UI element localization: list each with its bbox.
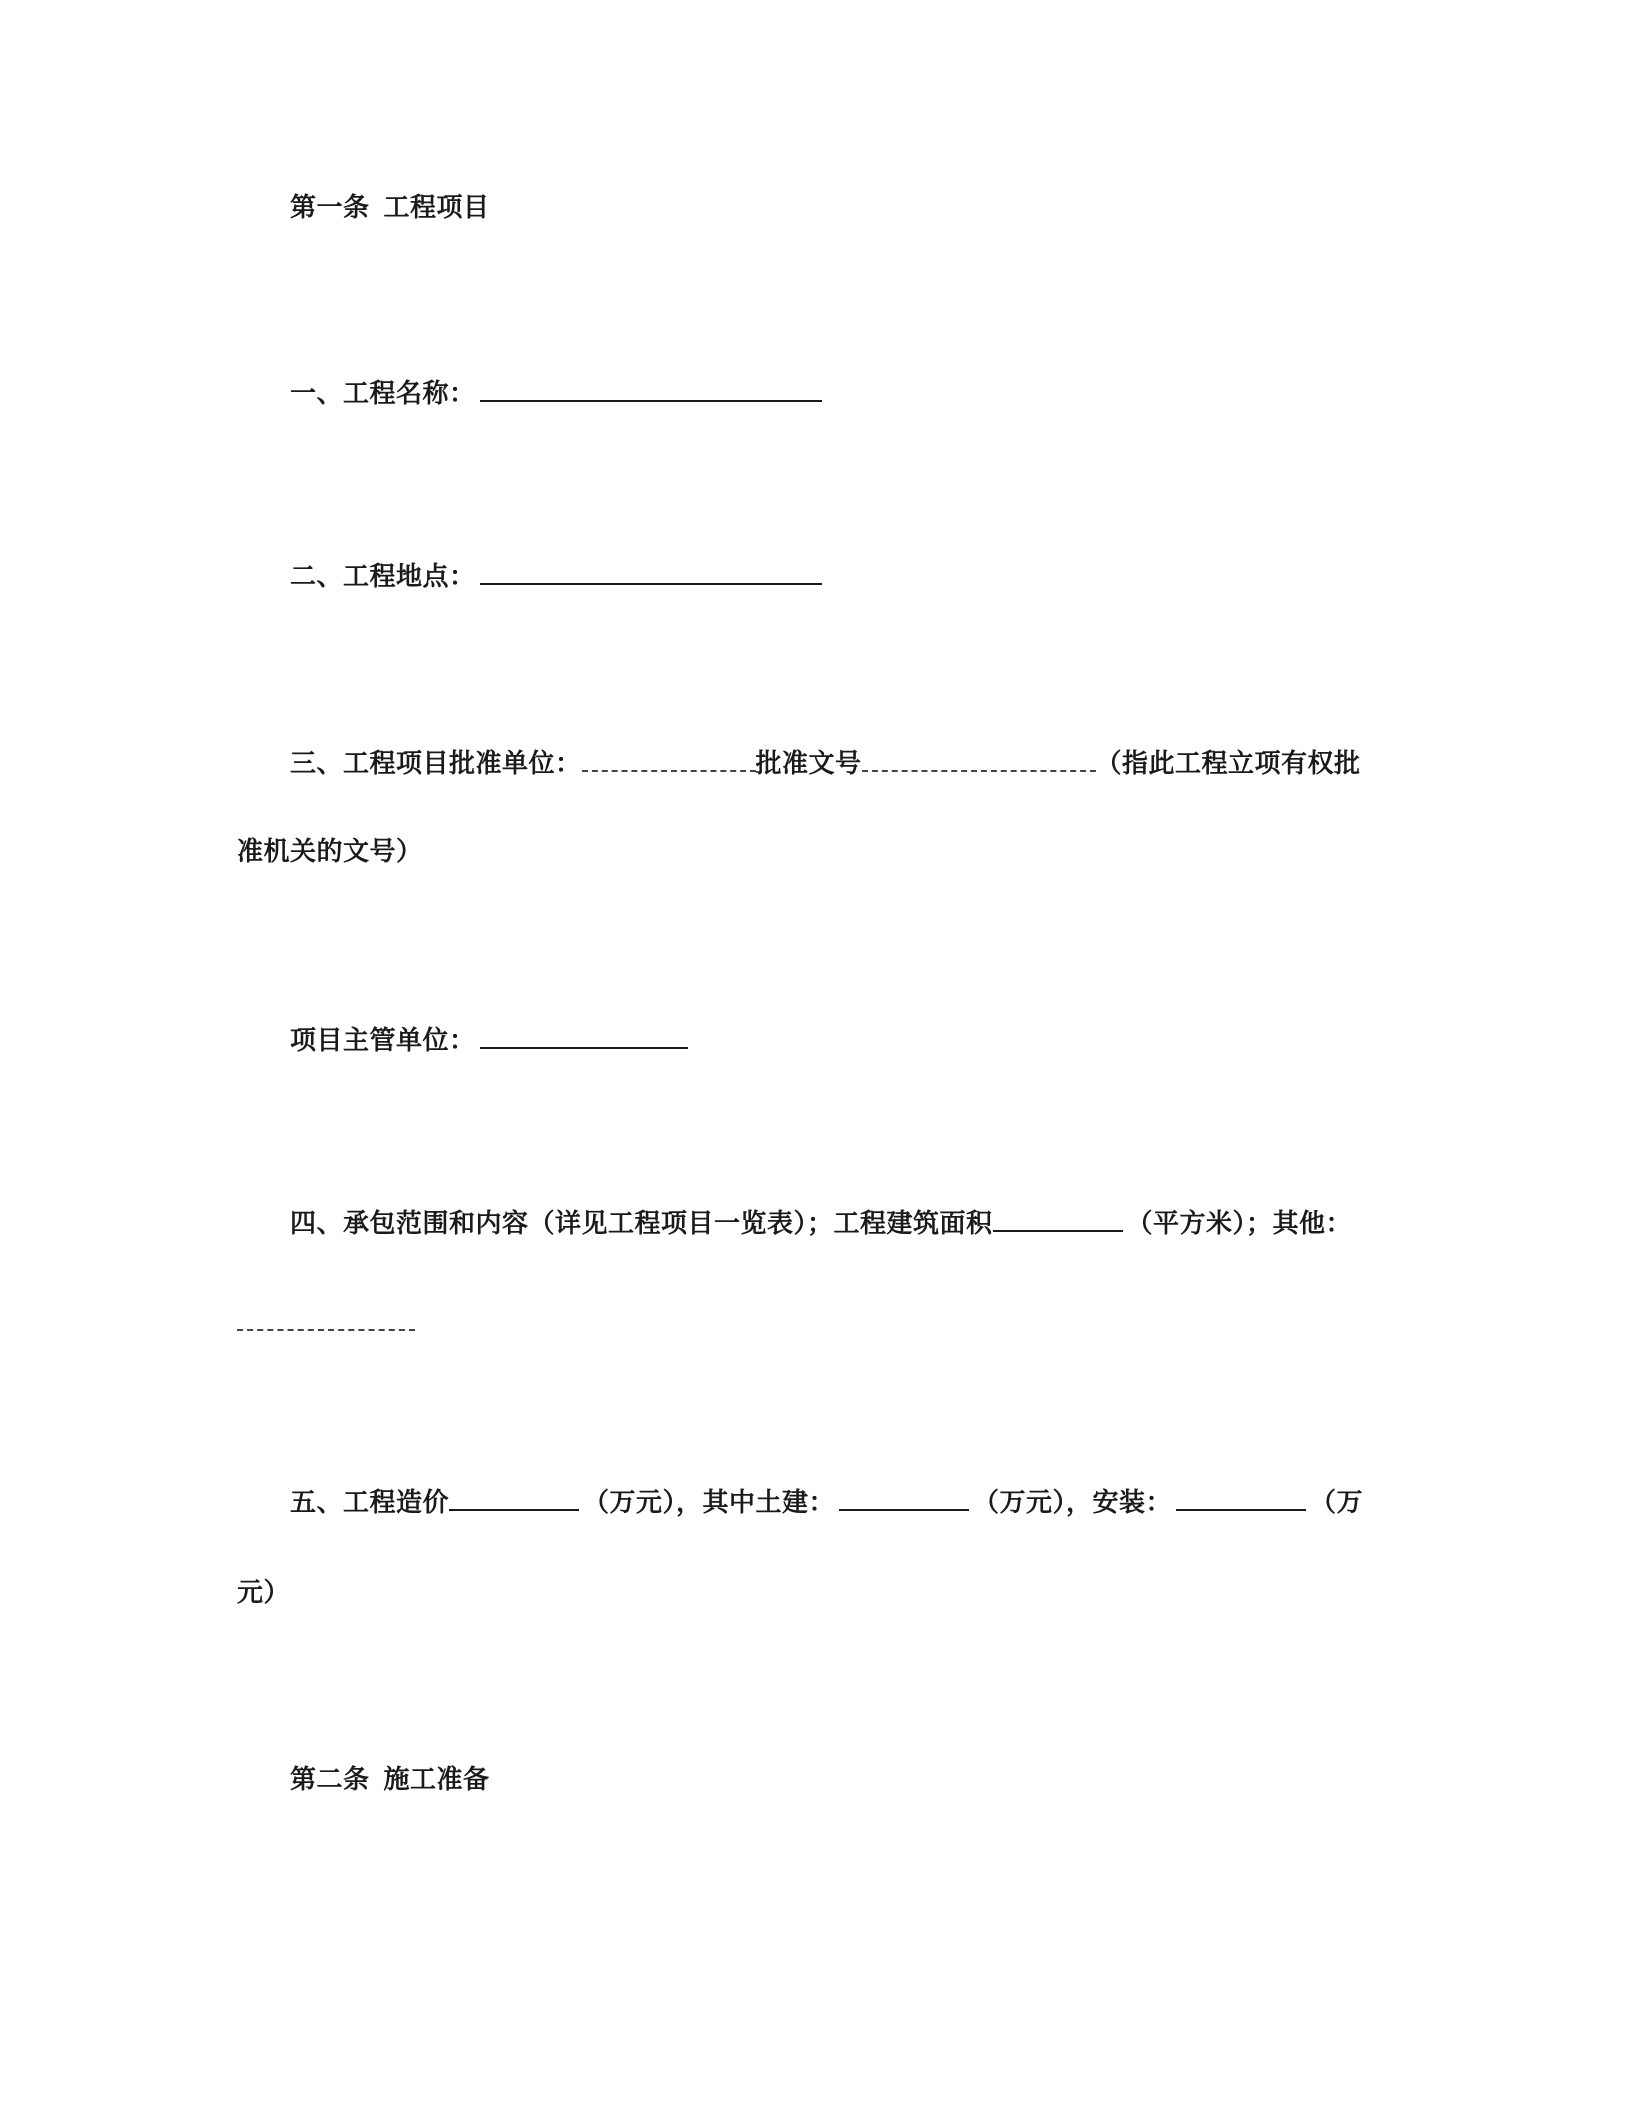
scope-other-row (237, 1303, 415, 1340)
cost-label: 五、工程造价 (290, 1488, 450, 1518)
cost-unit3-part2: 元） (237, 1578, 291, 1608)
approval-note-part1: （指此工程立项有权批 (1095, 749, 1361, 779)
approval-note-continuation (237, 835, 423, 869)
article2-heading (290, 1763, 490, 1797)
supervisor-label: 项目主管单位： (290, 1026, 476, 1056)
project-name-label: 一、工程名称： (290, 379, 476, 409)
supervisor-field[interactable] (480, 1021, 688, 1049)
cost-unit3-part1: （万 (1310, 1488, 1364, 1518)
cost-continuation (237, 1576, 290, 1610)
article2-number: 第二条 (290, 1765, 370, 1795)
scope-other-field[interactable] (237, 1303, 415, 1331)
project-name-field[interactable] (480, 374, 822, 402)
scope-label: 四、承包范围和内容（详见工程项目一览表）；工程建筑面积 (290, 1209, 993, 1239)
approval-unit-field[interactable] (582, 744, 756, 772)
article2-title: 施工准备 (383, 1765, 490, 1795)
project-location-field[interactable] (480, 557, 822, 585)
cost-unit2: （万元），安装： (973, 1488, 1173, 1518)
approval-unit-label: 三、工程项目批准单位： (290, 749, 582, 779)
civil-cost-field[interactable] (839, 1483, 969, 1511)
project-location-label: 二、工程地点： (290, 562, 476, 592)
approval-doc-label: 批准文号 (755, 749, 862, 779)
article1-title: 工程项目 (383, 193, 490, 223)
scope-unit: （平方米）；其他： (1126, 1209, 1353, 1239)
approval-doc-field[interactable] (862, 744, 1096, 772)
scope-row (290, 1204, 1352, 1241)
supervisor-row (290, 1021, 692, 1058)
building-area-field[interactable] (993, 1204, 1123, 1232)
article1-heading (290, 191, 490, 225)
approval-row (290, 744, 1361, 781)
approval-note-part2: 准机关的文号） (237, 837, 423, 867)
cost-row (290, 1483, 1363, 1520)
project-name-row (290, 374, 826, 411)
cost-unit1: （万元），其中土建： (583, 1488, 836, 1518)
install-cost-field[interactable] (1176, 1483, 1306, 1511)
total-cost-field[interactable] (449, 1483, 579, 1511)
article1-number: 第一条 (290, 193, 370, 223)
project-location-row (290, 557, 826, 594)
